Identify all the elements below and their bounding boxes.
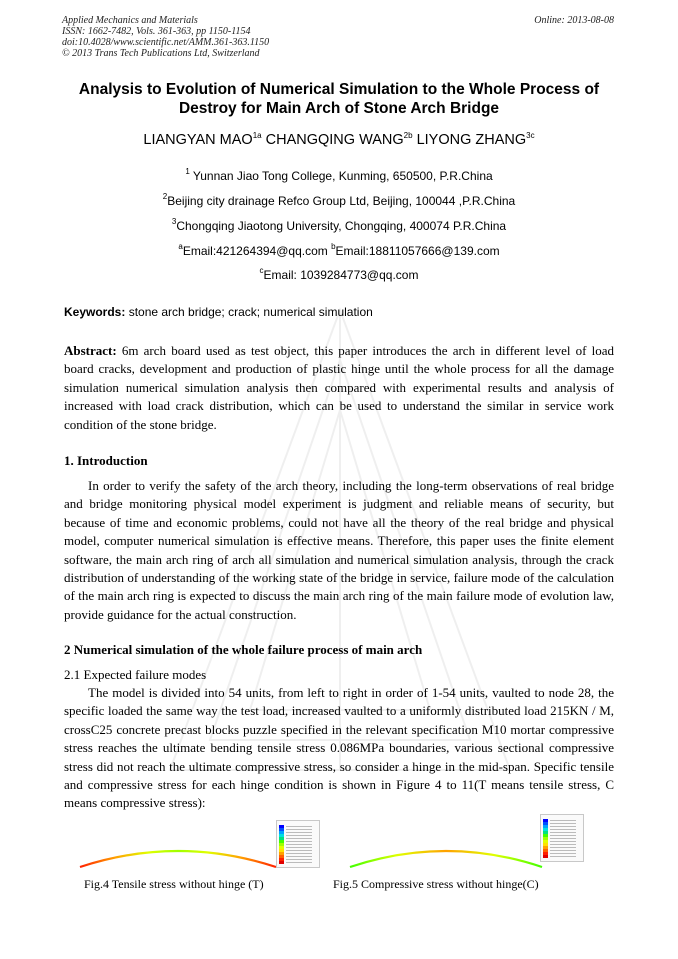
legend-label-line (550, 832, 576, 833)
legend-label-line (286, 856, 312, 857)
paper-title (40, 80, 638, 118)
affiliation-1 (40, 167, 638, 183)
journal-header (62, 15, 269, 59)
legend-swatch (279, 828, 284, 831)
legend-swatch (543, 837, 548, 840)
legend-label-line (286, 853, 312, 854)
affiliation-sup: 3 (171, 217, 177, 226)
legend-swatch (543, 852, 548, 855)
keywords-text: stone arch bridge; crack; numerical simulation (125, 305, 373, 319)
author-name: CHANGQING WANG (265, 132, 404, 148)
issn-line: ISSN: 1662-7482, Vols. 361-363, pp 1150-1154 (62, 26, 251, 37)
email-link[interactable]: Email: 1039284773@qq.com (263, 268, 419, 282)
legend-swatch (543, 834, 548, 837)
legend-color-scale (541, 815, 583, 861)
subsection-heading-failure-modes: 2.1 Expected failure modes (64, 667, 207, 682)
abstract-text: 6m arch board used as test object, this paper introduces the arch in different level of load board cracks, development and production of plastic hinge until the whole process for all the damage simulation numerical simulation analysis then compared with experimental results and analysis of increased with load crack distribution, which can be used to understand the similar in service work condition of the stone bridge. (64, 343, 614, 432)
legend-swatch (543, 822, 548, 825)
legend-swatch (279, 849, 284, 852)
journal-name: Applied Mechanics and Materials (62, 15, 198, 26)
legend-label-line (550, 823, 576, 824)
legend-swatch (543, 840, 548, 843)
legend-swatch (543, 828, 548, 831)
legend-label-line (550, 844, 576, 845)
email-sup: a (178, 242, 183, 251)
legend-label-line (286, 832, 312, 833)
legend-label-line (286, 826, 312, 827)
legend-label-line (286, 859, 312, 860)
email-line-1 (40, 242, 638, 258)
title-line-2: Destroy for Main Arch of Stone Arch Bridge (178, 100, 500, 117)
legend-swatch (543, 825, 548, 828)
copyright-line: © 2013 Trans Tech Publications Ltd, Switzerland (62, 48, 260, 59)
legend-label-line (550, 826, 576, 827)
legend-label-line (550, 829, 576, 830)
legend-swatch (279, 837, 284, 840)
email-sup: b (331, 242, 336, 251)
author-name: LIANGYAN MAO (143, 132, 253, 148)
legend-label-line (550, 856, 576, 857)
author-name: LIYONG ZHANG (416, 132, 527, 148)
legend-label-line (286, 862, 312, 863)
legend-label-line (286, 838, 312, 839)
legend-swatch (543, 819, 548, 822)
legend-label-line (550, 820, 576, 821)
introduction-paragraph: In order to verify the safety of the arch theory, including the long-term observations of real bridge and bridge monitoring physical model experiment is judgment and reliable means of security, but because of time and economic problems, could not have all the theory of the real bridge and physical model, computer numerical simulation is effective means. Therefore, this paper uses the finite element software, the main arch ring of arch all simulation and numerical simulation analysis, through the crack distribution of understanding of the working state of the bridge in service, failure mode of the calculation of the main arch ring is expected to discuss the main arch ring of the main failure mode of evolution law, provide guidance for the actual construction. (64, 478, 614, 622)
email-link[interactable]: Email:18811057666@139.com (335, 244, 500, 258)
section-heading-introduction: 1. Introduction (64, 453, 148, 468)
figure-4-caption: Fig.4 Tensile stress without hinge (T) (84, 877, 264, 891)
legend-label-line (550, 847, 576, 848)
legend-label-line (550, 835, 576, 836)
affiliation-sup: 2 (162, 192, 168, 201)
legend-swatch (279, 831, 284, 834)
failure-modes-paragraph: The model is divided into 54 units, from left to right in order of 1-54 units, vaulted to node 28, the specific loaded the same way the test load, increased vaulted to a uniformly distributed load 215KN / M, crossC25 concrete precast blocks puzzle specified in the relevant specification M10 mortar compressive stress reaches the ultimate bending tensile stress 0.086MPa boundaries, various sectional compressive stress did not reach the ultimate compressive stress, so consider a hinge in the mid-span. Specific tensile and compressive stress for each hinge condition is shown in Figure 4 to 11(T means tensile stress, C means compressive stress): (64, 685, 614, 811)
affiliation-2 (40, 192, 638, 208)
legend-label-line (286, 844, 312, 845)
affiliation-text: Yunnan Jiao Tong College, Kunming, 650500, P.R.China (189, 169, 493, 183)
figure-4-arch-plot (78, 845, 278, 871)
abstract-label: Abstract: (64, 343, 117, 358)
author-sup: 3c (526, 131, 535, 140)
arch-curve (350, 851, 542, 867)
title-line-1: Analysis to Evolution of Numerical Simulation to the Whole Process of (78, 81, 600, 98)
online-date: Online: 2013-08-08 (534, 15, 614, 26)
legend-label-line (550, 841, 576, 842)
legend-swatch (279, 825, 284, 828)
legend-label-line (286, 829, 312, 830)
figure-5-arch-plot (348, 845, 544, 871)
legend-swatch (543, 855, 548, 858)
email-sup: c (259, 266, 264, 275)
affiliation-sup: 1 (185, 167, 190, 176)
section-heading-simulation: 2 Numerical simulation of the whole failure process of main arch (64, 642, 423, 657)
legend-color-scale (277, 821, 319, 867)
legend-swatch (279, 855, 284, 858)
author-sup: 2b (403, 131, 413, 140)
legend-label-line (550, 850, 576, 851)
doi-line: doi:10.4028/www.scientific.net/AMM.361-363.1150 (62, 37, 270, 48)
figure-5-caption: Fig.5 Compressive stress without hinge(C) (333, 877, 539, 891)
affiliation-text: Beijing city drainage Refco Group Ltd, Beijing, 100044 ,P.R.China (167, 194, 516, 208)
legend-label-line (286, 847, 312, 848)
legend-label-line (286, 850, 312, 851)
legend-label-line (286, 841, 312, 842)
email-link[interactable]: Email:421264394@qq.com (182, 244, 332, 258)
legend-swatch (543, 846, 548, 849)
figure-4-legend (276, 820, 320, 868)
author-list (40, 131, 638, 148)
keywords (64, 305, 373, 319)
affiliation-3 (40, 217, 638, 233)
legend-swatch (279, 840, 284, 843)
legend-swatch (279, 846, 284, 849)
legend-label-line (286, 835, 312, 836)
abstract (64, 342, 614, 434)
figure-5-legend (540, 814, 584, 862)
author-sup: 1a (252, 131, 262, 140)
email-line-2 (40, 266, 638, 282)
legend-swatch (279, 834, 284, 837)
legend-swatch (543, 831, 548, 834)
legend-label-line (550, 838, 576, 839)
legend-swatch (543, 849, 548, 852)
keywords-label: Keywords: (64, 305, 126, 319)
legend-swatch (279, 852, 284, 855)
legend-swatch (279, 843, 284, 846)
affiliation-text: Chongqing Jiaotong University, Chongqing, 400074 P.R.China (176, 219, 507, 233)
legend-swatch (279, 858, 284, 861)
legend-swatch (279, 861, 284, 864)
arch-curve (80, 851, 276, 867)
legend-swatch (543, 843, 548, 846)
legend-label-line (550, 853, 576, 854)
